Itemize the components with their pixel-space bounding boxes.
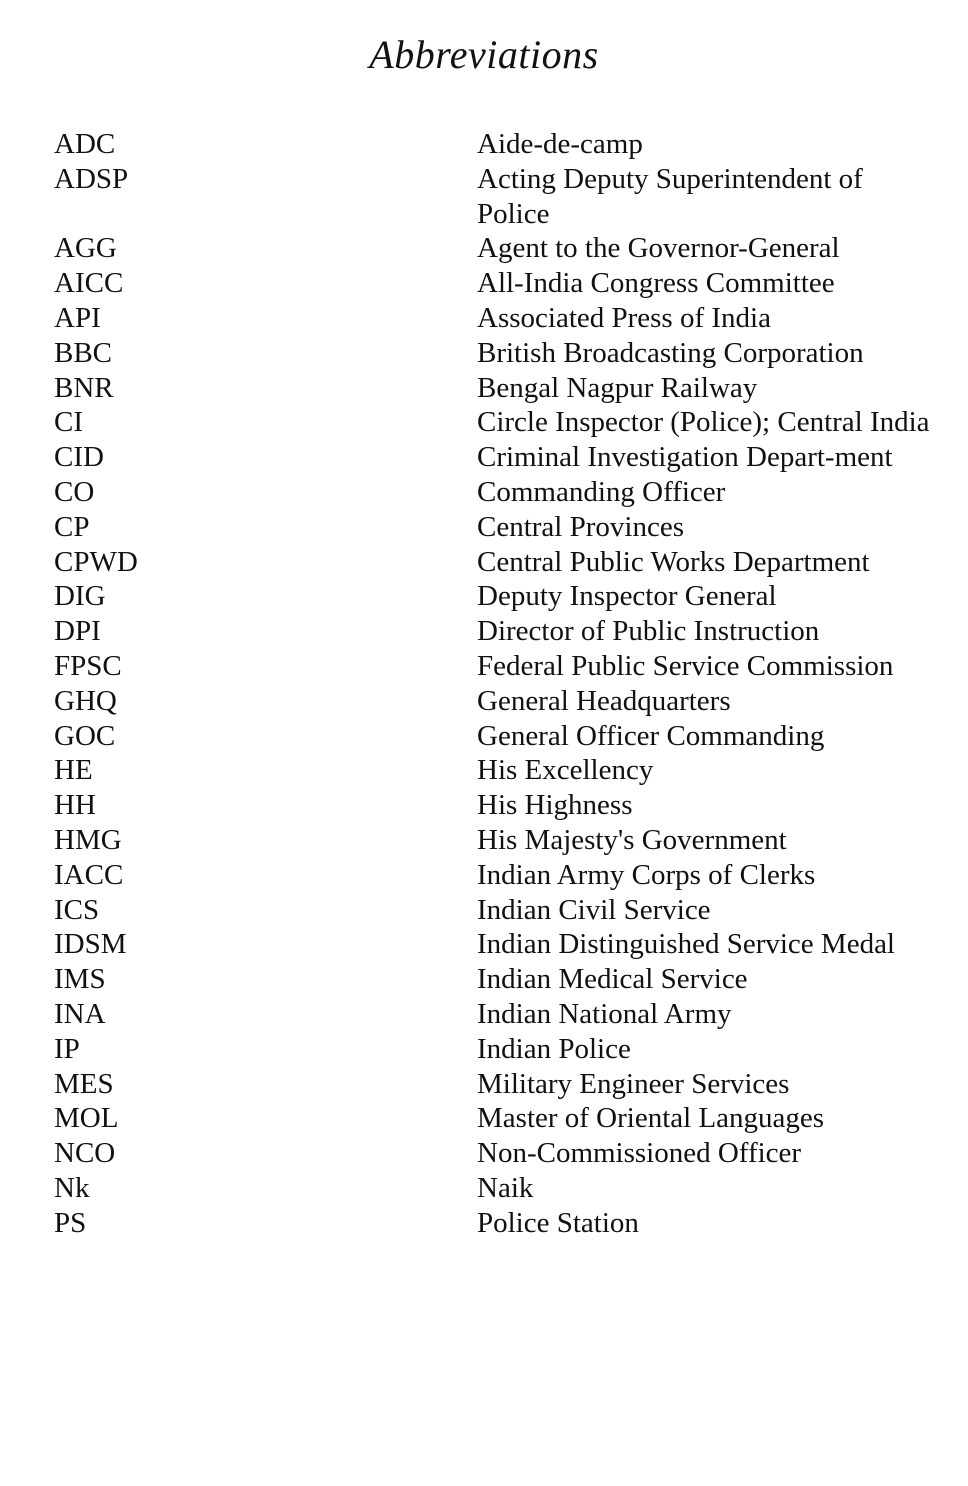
abbreviation-definition: Federal Public Service Commission	[477, 649, 894, 682]
abbreviation-row	[54, 162, 934, 232]
abbreviation-definition: Indian Police	[477, 1032, 631, 1065]
abbreviation-row	[54, 301, 934, 336]
abbreviation-row	[54, 1032, 934, 1067]
abbreviation-row	[54, 649, 934, 684]
abbreviation-row	[54, 127, 934, 162]
abbreviation: HMG	[54, 823, 122, 856]
abbreviation-definition: Criminal Investigation Depart-ment	[477, 441, 893, 474]
abbreviation: ADSP	[54, 162, 129, 195]
abbreviation-row	[54, 1101, 934, 1136]
abbreviation-row	[54, 405, 934, 440]
abbreviation: IACC	[54, 858, 124, 891]
abbreviation: BBC	[54, 336, 113, 369]
page-title: Abbreviations	[369, 32, 599, 77]
abbreviation-row	[54, 788, 934, 823]
abbreviation-row	[54, 371, 934, 406]
abbreviation-row	[54, 927, 934, 962]
abbreviation-definition: Indian Civil Service	[477, 893, 711, 926]
abbreviation-definition: Master of Oriental Languages	[477, 1102, 825, 1135]
abbreviation: API	[54, 301, 101, 334]
abbreviation: GHQ	[54, 684, 117, 717]
abbreviation-row	[54, 1136, 934, 1171]
abbreviation: MES	[54, 1067, 114, 1100]
abbreviation: PS	[54, 1206, 87, 1239]
abbreviation: DPI	[54, 615, 101, 648]
abbreviation-definition: General Headquarters	[477, 684, 731, 717]
abbreviation-row	[54, 997, 934, 1032]
abbreviation: GOC	[54, 719, 116, 752]
abbreviation-definition: Deputy Inspector General	[477, 580, 777, 613]
abbreviation: ICS	[54, 893, 100, 926]
abbreviation-definition: Central Provinces	[477, 510, 684, 543]
abbreviation: IMS	[54, 963, 106, 996]
abbreviation: ADC	[54, 128, 116, 160]
abbreviation-definition: All-India Congress Committee	[477, 267, 835, 300]
abbreviation: FPSC	[54, 649, 122, 682]
abbreviation-row	[54, 545, 934, 580]
abbreviation-list	[54, 127, 934, 1241]
abbreviation-definition: Circle Inspector (Police); Central India	[477, 406, 930, 439]
abbreviation-row	[54, 962, 934, 997]
abbreviation-definition: Police Station	[477, 1206, 639, 1239]
abbreviation-row	[54, 1206, 934, 1241]
abbreviation: HH	[54, 789, 96, 822]
abbreviation-definition: Indian Medical Service	[477, 963, 748, 996]
abbreviation-row	[54, 823, 934, 858]
abbreviation: DIG	[54, 580, 106, 613]
abbreviation-row	[54, 266, 934, 301]
abbreviation-definition: Aide-de-camp	[477, 128, 643, 160]
abbreviation: INA	[54, 997, 106, 1030]
abbreviation-definition: Commanding Officer	[477, 475, 726, 508]
abbreviation: AGG	[54, 232, 117, 265]
abbreviation-definition: Indian National Army	[477, 997, 732, 1030]
abbreviation-row	[54, 1067, 934, 1102]
abbreviation-definition: Director of Public Instruction	[477, 615, 820, 648]
abbreviation: CID	[54, 441, 104, 474]
abbreviation: Nk	[54, 1171, 90, 1204]
abbreviation: IDSM	[54, 928, 127, 961]
abbreviation: CPWD	[54, 545, 138, 578]
abbreviation-definition: Central Public Works Department	[477, 545, 870, 578]
abbreviation-definition: His Highness	[477, 789, 633, 822]
abbreviation-row	[54, 893, 934, 928]
abbreviation-row	[54, 510, 934, 545]
abbreviation-definition: His Excellency	[477, 754, 654, 787]
abbreviation-definition: Non-Commissioned Officer	[477, 1137, 802, 1170]
abbreviation: IP	[54, 1032, 80, 1065]
abbreviation: HE	[54, 754, 93, 787]
abbreviation-definition: Acting Deputy Superintendent of Police	[477, 162, 863, 230]
abbreviation: NCO	[54, 1137, 116, 1170]
abbreviation-row	[54, 858, 934, 893]
abbreviation: AICC	[54, 267, 124, 300]
abbreviation-row	[54, 475, 934, 510]
abbreviation-definition: Indian Army Corps of Clerks	[477, 858, 816, 891]
abbreviation-definition: British Broadcasting Corporation	[477, 336, 864, 369]
abbreviation-row	[54, 231, 934, 266]
abbreviation: CI	[54, 406, 83, 439]
abbreviation-definition: General Officer Commanding	[477, 719, 825, 752]
abbreviation: MOL	[54, 1102, 119, 1135]
abbreviation-row	[54, 753, 934, 788]
abbreviation-definition: Indian Distinguished Service Medal	[477, 928, 895, 961]
abbreviation-row	[54, 614, 934, 649]
abbreviation-row	[54, 1171, 934, 1206]
abbreviation-definition: Associated Press of India	[477, 301, 771, 334]
abbreviation-definition: Naik	[477, 1171, 534, 1204]
abbreviation-definition: Bengal Nagpur Railway	[477, 371, 758, 404]
abbreviation: CP	[54, 510, 90, 543]
abbreviation-row	[54, 440, 934, 475]
abbreviation: CO	[54, 475, 95, 508]
abbreviation-row	[54, 684, 934, 719]
abbreviation-definition: Military Engineer Services	[477, 1067, 790, 1100]
abbreviation-row	[54, 579, 934, 614]
abbreviation-row	[54, 336, 934, 371]
abbreviation-definition: His Majesty's Government	[477, 823, 787, 856]
abbreviation-row	[54, 719, 934, 754]
abbreviation-definition: Agent to the Governor-General	[477, 232, 840, 265]
abbreviation: BNR	[54, 371, 114, 404]
